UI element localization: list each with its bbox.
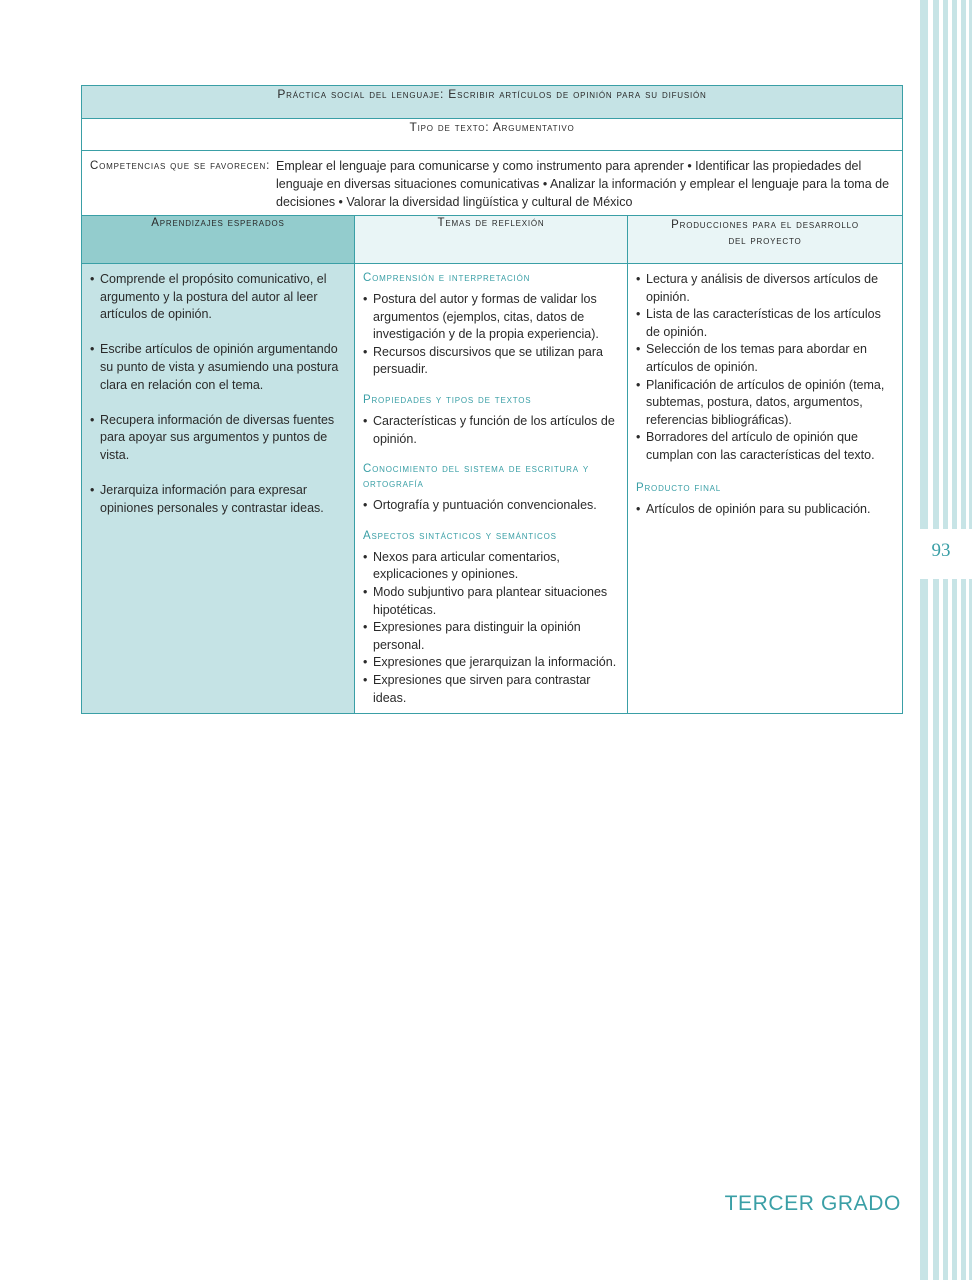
list-item: • Lista de las características de los artículos de opinión. — [636, 306, 896, 341]
text-type: Tipo de texto: Argumentativo — [82, 119, 903, 151]
social-practice-title: Práctica social del lenguaje: Escribir artículos de opinión para su difusión — [82, 86, 903, 119]
list-item: • Postura del autor y formas de validar los argumentos (ejemplos, citas, datos de investigación y de la propia experiencia). — [363, 291, 621, 344]
aprendizajes-column — [82, 264, 355, 714]
producciones-column — [628, 264, 903, 714]
list-item: • Artículos de opinión para su publicación. — [636, 501, 896, 519]
section-title: Producto final — [636, 481, 722, 494]
list-item: • Nexos para articular comentarios, explicaciones y opiniones. — [363, 549, 621, 584]
temas-section — [363, 462, 621, 515]
section-title: Comprensión e interpretación — [363, 272, 531, 284]
temas-section — [363, 271, 621, 379]
temas-column — [355, 264, 628, 714]
column-header-producciones-line2: del proyecto — [728, 235, 802, 247]
list-item: • Comprende el propósito comunicativo, el argumento y la postura del autor al leer artículos de opinión. — [90, 271, 348, 324]
competencias-cell — [82, 151, 903, 216]
list-item: • Características y función de los artículos de opinión. — [363, 413, 621, 448]
list-item: • Expresiones para distinguir la opinión personal. — [363, 619, 621, 654]
list-item: • Escribe artículos de opinión argumentando su punto de vista y asumiendo una postura clara en relación con el tema. — [90, 341, 348, 394]
producto-final-section — [636, 481, 896, 519]
list-item: • Recursos discursivos que se utilizan para persuadir. — [363, 344, 621, 379]
list-item: • Modo subjuntivo para plantear situaciones hipotéticas. — [363, 584, 621, 619]
section-title: Aspectos sintácticos y semánticos — [363, 529, 557, 542]
list-item: • Expresiones que sirven para contrastar ideas. — [363, 672, 621, 707]
competencias-text: Emplear el lenguaje para comunicarse y como instrumento para aprender • Identificar las propiedades del lenguaje en diversas situaciones comunicativas • Analizar la información y emplear el lenguaje para la toma de decisiones • Valorar la diversidad lingüística y cultural de México — [276, 159, 890, 209]
aprendizajes-list — [90, 271, 348, 517]
list-item: • Planificación de artículos de opinión (tema, subtemas, postura, datos, argumentos, referencias bibliográficas). — [636, 377, 896, 430]
temas-section — [363, 393, 621, 448]
list-item: • Lectura y análisis de diversos artículos de opinión. — [636, 271, 896, 306]
producciones-section — [636, 271, 896, 465]
list-item: • Selección de los temas para abordar en artículos de opinión. — [636, 341, 896, 376]
column-header-producciones — [628, 216, 903, 264]
list-item: • Jerarquiza información para expresar opiniones personales y contrastar ideas. — [90, 482, 348, 517]
list-item: • Ortografía y puntuación convencionales. — [363, 497, 621, 515]
column-header-aprendizajes: Aprendizajes esperados — [82, 216, 355, 264]
list-item: • Recupera información de diversas fuentes para apoyar sus argumentos y puntos de vista. — [90, 412, 348, 465]
temas-section — [363, 529, 621, 707]
column-header-producciones-line1: Producciones para el desarrollo — [671, 219, 859, 231]
grade-label: TERCER GRADO — [724, 1192, 901, 1215]
page-number: 93 — [931, 540, 951, 561]
section-title: Propiedades y tipos de textos — [363, 393, 532, 406]
competencias-label: Competencias que se favorecen: — [90, 160, 271, 172]
program-table — [81, 85, 903, 714]
column-header-temas: Temas de reflexión — [355, 216, 628, 264]
section-title: Conocimiento del sistema de escritura y ortografía — [363, 463, 590, 491]
decorative-side-stripes — [910, 0, 972, 1280]
list-item: • Borradores del artículo de opinión que cumplan con las características del texto. — [636, 429, 896, 464]
list-item: • Expresiones que jerarquizan la información. — [363, 654, 621, 672]
